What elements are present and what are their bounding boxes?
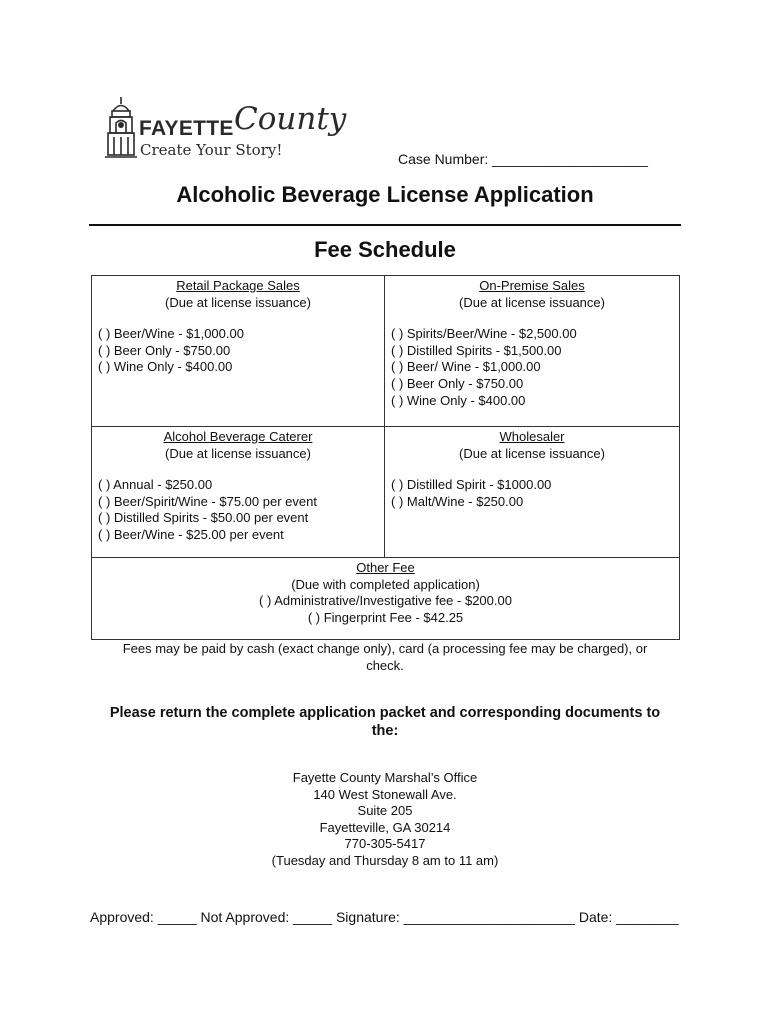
fee-option: ( ) Annual - $250.00 (98, 477, 213, 493)
payment-note-line: check. (366, 658, 404, 673)
mailing-address (0, 770, 770, 870)
caterer-fee-list (92, 477, 384, 543)
address-phone: 770-305-5417 (344, 836, 426, 852)
fee-schedule-table (91, 275, 680, 640)
fee-option: ( ) Malt/Wine - $250.00 (391, 493, 524, 509)
fee-option: ( ) Beer Only - $750.00 (98, 342, 231, 358)
caterer-cell (92, 427, 385, 558)
address-street: 140 West Stonewall Ave. (313, 786, 457, 802)
fee-schedule-heading: Fee Schedule (314, 237, 456, 262)
on-premise-due: (Due at license issuance) (459, 294, 605, 310)
return-instruction-line: the: (371, 723, 399, 739)
fee-option: ( ) Spirits/Beer/Wine - $2,500.00 (391, 326, 577, 342)
logo-county-text: County (234, 101, 347, 137)
fee-option: ( ) Beer/ Wine - $1,000.00 (391, 359, 541, 375)
caterer-due: (Due at license issuance) (165, 445, 311, 461)
retail-package-cell (92, 276, 385, 427)
fee-option: ( ) Wine Only - $400.00 (391, 392, 526, 408)
fee-option: ( ) Fingerprint Fee - $42.25 (307, 609, 464, 625)
fee-option: ( ) Distilled Spirit - $1000.00 (391, 477, 552, 493)
fee-option: ( ) Beer/Wine - $25.00 per event (98, 526, 284, 542)
payment-note (95, 640, 675, 674)
other-fee-list (92, 593, 679, 626)
other-fee-due: (Due with completed application) (291, 576, 480, 592)
retail-package-heading: Retail Package Sales (176, 278, 300, 293)
other-fee-heading: Other Fee (356, 560, 415, 575)
fee-option: ( ) Distilled Spirits - $50.00 per event (98, 510, 309, 526)
logo-fayette-text: FAYETTE (139, 117, 234, 140)
address-office: Fayette County Marshal’s Office (292, 770, 478, 785)
return-instruction-line: Please return the complete application packet and corresponding documents to (109, 705, 661, 721)
fee-option: ( ) Beer/Wine - $1,000.00 (98, 326, 244, 342)
fee-option: ( ) Beer Only - $750.00 (391, 375, 524, 391)
return-instruction (85, 704, 685, 740)
on-premise-fee-list (385, 326, 679, 409)
courthouse-tower-icon (104, 95, 138, 161)
fee-option: ( ) Beer/Spirit/Wine - $75.00 per event (98, 493, 317, 509)
wholesaler-fee-list (385, 477, 679, 510)
wholesaler-cell (385, 427, 679, 558)
fee-option: ( ) Administrative/Investigative fee - $200.00 (259, 593, 512, 609)
on-premise-heading: On-Premise Sales (479, 278, 585, 293)
other-fee-cell (92, 558, 679, 639)
wholesaler-due: (Due at license issuance) (459, 445, 605, 461)
case-number-field: Case Number: ____________________ (398, 151, 648, 167)
address-suite: Suite 205 (357, 803, 413, 819)
on-premise-cell (385, 276, 679, 427)
page-title: Alcoholic Beverage License Application (176, 182, 594, 207)
retail-package-fee-list (92, 326, 384, 376)
fee-option: ( ) Wine Only - $400.00 (98, 359, 233, 375)
fee-option: ( ) Distilled Spirits - $1,500.00 (391, 342, 562, 358)
address-city: Fayetteville, GA 30214 (319, 819, 451, 835)
address-hours: (Tuesday and Thursday 8 am to 11 am) (271, 852, 499, 868)
approval-signature-line: Approved: _____ Not Approved: _____ Signature: ______________________ Date: ________ (90, 909, 679, 925)
payment-note-line: Fees may be paid by cash (exact change only), card (a processing fee may be charged), or (122, 641, 648, 656)
county-logo (104, 95, 347, 165)
title-divider (89, 224, 681, 226)
caterer-heading: Alcohol Beverage Caterer (163, 429, 313, 444)
retail-package-due: (Due at license issuance) (165, 294, 311, 310)
logo-tagline: Create Your Story! (140, 141, 283, 159)
wholesaler-heading: Wholesaler (499, 429, 565, 444)
